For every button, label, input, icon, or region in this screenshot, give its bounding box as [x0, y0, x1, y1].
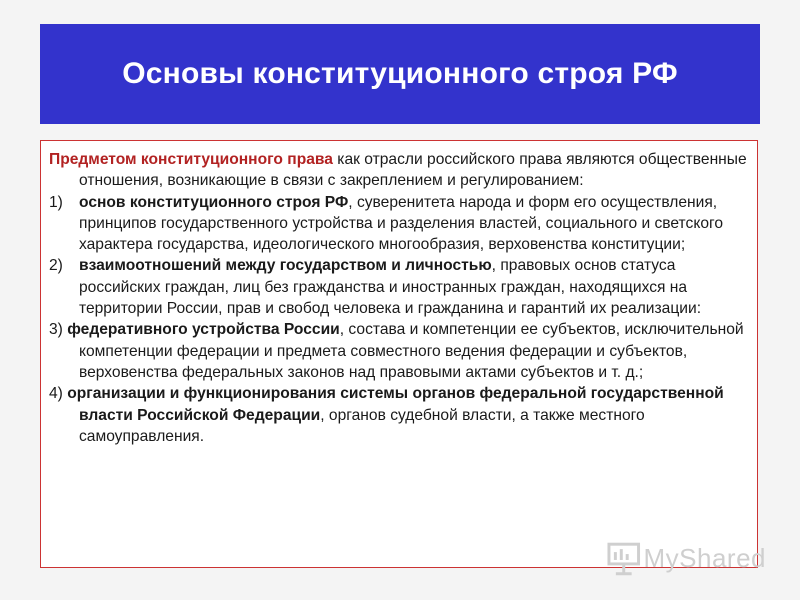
watermark-text: MyShared: [643, 542, 766, 573]
list-bold-1: основ конституционного строя РФ: [79, 193, 349, 211]
presentation-board-icon: [606, 540, 642, 576]
list-number-1: 1): [49, 193, 63, 211]
intro-rest: как отрасли российского права являются общественные отношения, возникающие в связи с закреплением и регулированием:: [79, 151, 747, 190]
list-number-4: 4): [49, 385, 68, 403]
list-item-2: [49, 255, 747, 319]
list-number-3: 3): [49, 321, 68, 339]
list-bold-2: взаимоотношений между государством и личностью: [79, 257, 492, 275]
watermark-logo: [606, 538, 766, 578]
intro-lead: Предметом конституционного права: [49, 151, 333, 168]
list-item-1: [49, 192, 747, 256]
list-rest-1: , суверенитета народа и форм его осуществления, принципов государственного устройства и разделения властей, социального и светского характера государства, идеологического многообразия, верховенства конституции;: [79, 193, 724, 254]
list-item-3: [49, 319, 747, 383]
list-bold-4: организации и функционирования системы органов федеральной государственной власти Российской Федерации: [67, 385, 724, 424]
list-rest-4: , органов судебной власти, а также местного самоуправления.: [79, 406, 645, 445]
list-rest-3: , состава и компетенции ее субъектов, исключительной компетенции федерации и предмета совместного ведения федерации и субъектов, верховенства федеральных законов над правовыми актами субъектов и т. д.;: [79, 321, 744, 381]
list-rest-2: , правовых основ статуса российских граждан, лиц без гражданства и иностранных граждан, находящихся на территории России, прав и свобод человека и гражданина и гарантий их реализации:: [79, 257, 702, 318]
list-number-2: 2): [49, 257, 63, 275]
list-bold-3: федеративного устройства России: [67, 321, 340, 339]
slide-title: Основы конституционного строя РФ: [122, 57, 678, 90]
intro-paragraph: [49, 149, 747, 192]
content-box: [40, 140, 758, 568]
title-banner: [40, 24, 760, 124]
list-item-4: [49, 383, 747, 447]
